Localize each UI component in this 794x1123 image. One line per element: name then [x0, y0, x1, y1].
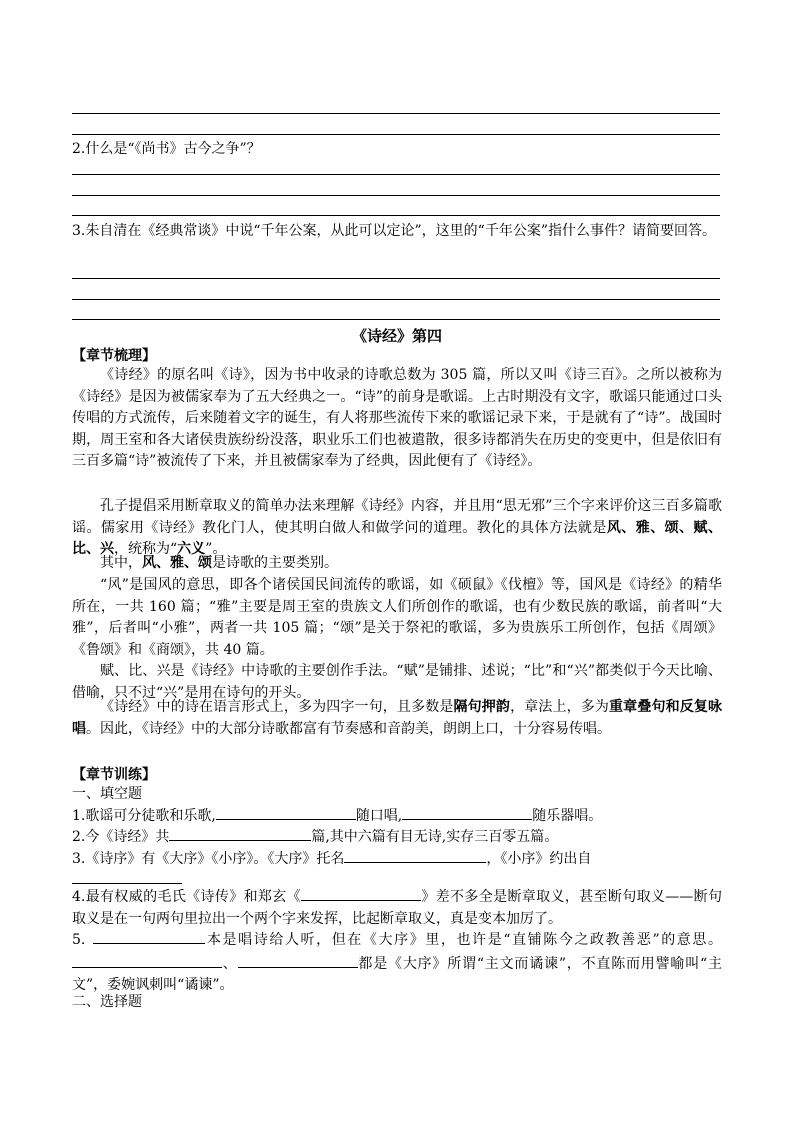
p2-bold-methods: 风、雅、颂、赋、比、兴 [72, 519, 723, 558]
paragraph-1: 《诗经》的原名叫《诗》，因为书中收录的诗歌总数为 305 篇，所以又叫《诗三百》。之所以被称为《诗经》是因为被儒家奉为了五大经典之一。“诗”的前身是歌谣。上古时期没有文字，歌谣只能通过口头传唱的方式流传，后来随着文字的诞生，有人将那些流传下来的歌谣记录下来，于是就有了“诗”。战国时期，周王室和各大诸侯贵族纷纷没落，职业乐工们也被遣散，很多诗都消失在历史的变更中，但是依旧有三百多篇“诗”被流传了下来，并且被儒家奉为了经典，因此便有了《诗经》。 [72, 367, 722, 470]
p6-text: 。因此，《诗经》中的大部分诗歌都富有节奏感和音韵美，朗朗上口，十分容易传唱。 [86, 720, 611, 737]
fill-text: 、 [222, 955, 238, 972]
p3-text: 其中， [100, 555, 142, 571]
fill-blank[interactable] [216, 804, 356, 820]
fill-text: 都是《大序》所谓“主文而谲谏”，不直陈而用譬喻叫“主文”，委婉讽刺叫“谲谏”。 [72, 955, 722, 994]
answer-line [72, 278, 720, 279]
answer-line [72, 195, 720, 196]
answer-line [72, 134, 720, 135]
fill-blank[interactable] [344, 847, 486, 863]
fill-text: 本是唱诗给人听，但在《大序》里，也许是“直铺陈今之政教善恶”的意思。 [205, 932, 722, 948]
p6-text: 《诗经》中的诗在语言形式上，多为四字一句，且多数是 [100, 699, 454, 715]
p6-text: ，章法上，多为 [510, 699, 610, 715]
fill-text: 1.歌谣可分徒歌和乐歌, [72, 808, 216, 824]
answer-line [72, 215, 720, 216]
fill-text: 4.最有权威的毛氏《诗传》和郑玄《 [72, 889, 301, 905]
paragraph-2 [72, 496, 722, 561]
paragraph-4: “风”是国风的意思，即各个诸侯国民间流传的歌谣，如《硕鼠》《伐檀》等，国风是《诗经》的精华所在，一共 160 篇；“雅”主要是周王室的贵族文人们所创作的歌谣，也有少数民族的歌谣，前者叫“大雅”，后者叫“小雅”，两者一共 105 篇；“颂”是关于祭祀的歌谣，多为贵族乐工所创作，包括《周颂》《鲁颂》和《商颂》，共 40 篇。 [72, 577, 722, 658]
part-2-heading: 二、选择题 [72, 994, 142, 1010]
fill-text: 随乐器唱。 [532, 808, 603, 824]
fill-text: 随口唱, [355, 808, 403, 824]
fill-text: ，《小序》约出自 [486, 851, 592, 867]
p2-text: 孔子提倡采用断章取义的简单办法来理解《诗经》内容，并且用“思无邪”三个字来评价这三百多篇歌谣。儒家用《诗经》教化门人，使其明白做人和做学问的道理。教化的具体方法就是 [72, 498, 722, 536]
p2-text: ”。 [205, 541, 227, 558]
fill-blank[interactable] [169, 825, 311, 841]
fill-item-4 [72, 885, 722, 930]
p6-bold: 隔句押韵 [453, 699, 511, 715]
fill-item-1 [72, 804, 737, 827]
answer-line [72, 113, 720, 114]
section-heading-summary: 【章节梳理】 [72, 348, 156, 364]
paragraph-5: 赋、比、兴是《诗经》中诗歌的主要创作手法。“赋”是铺排、述说；“比”和“兴”都类似于今天比喻、借喻，只不过“兴”是用在诗句的开头。 [72, 663, 722, 701]
fill-item-5 [72, 928, 722, 997]
p3-text: 是诗歌的主要类别。 [212, 555, 338, 571]
fill-item-3 [72, 847, 737, 870]
section-heading-training: 【章节训练】 [72, 767, 156, 783]
question-3: 3.朱自清在《经典常谈》中说“千年公案，从此可以定论”，这里的“千年公案”指什么事件？请简要回答。 [72, 223, 716, 239]
question-2: 2.什么是“《尚书》古今之争”？ [72, 141, 261, 157]
p6-bold: 重章叠句和反复咏唱 [72, 699, 723, 737]
fill-blank[interactable] [72, 952, 222, 968]
answer-line [72, 174, 720, 175]
fill-blank[interactable] [402, 804, 532, 820]
fill-text: 篇,其中六篇有目无诗,实存三百零五篇。 [311, 829, 559, 845]
p2-bold-liuyi: 六义 [177, 541, 206, 558]
chapter-title: 《诗经》第四 [351, 327, 442, 345]
fill-blank[interactable] [301, 885, 421, 901]
answer-line [72, 319, 720, 320]
p2-text: ，统称为“ [114, 541, 178, 558]
answer-line [72, 299, 720, 300]
fill-blank[interactable] [72, 868, 182, 884]
fill-item-2 [72, 825, 737, 848]
fill-text: 3.《诗序》有《大序》《小序》。《大序》托名 [72, 851, 345, 867]
p3-bold: 风、雅、颂 [142, 555, 212, 571]
fill-text: 5. [72, 932, 86, 948]
fill-text: 2.今《诗经》共 [72, 829, 170, 845]
part-1-heading: 一、填空题 [72, 786, 142, 802]
fill-blank[interactable] [93, 928, 205, 944]
paragraph-3 [72, 553, 722, 575]
paragraph-6 [72, 697, 722, 740]
fill-text: 》差不多全是断章取义，甚至断句取义——断句取义是在一句两句里拉出一个两个字来发挥，比起断章取义，真是变本加厉了。 [72, 889, 723, 927]
fill-blank[interactable] [238, 952, 358, 968]
